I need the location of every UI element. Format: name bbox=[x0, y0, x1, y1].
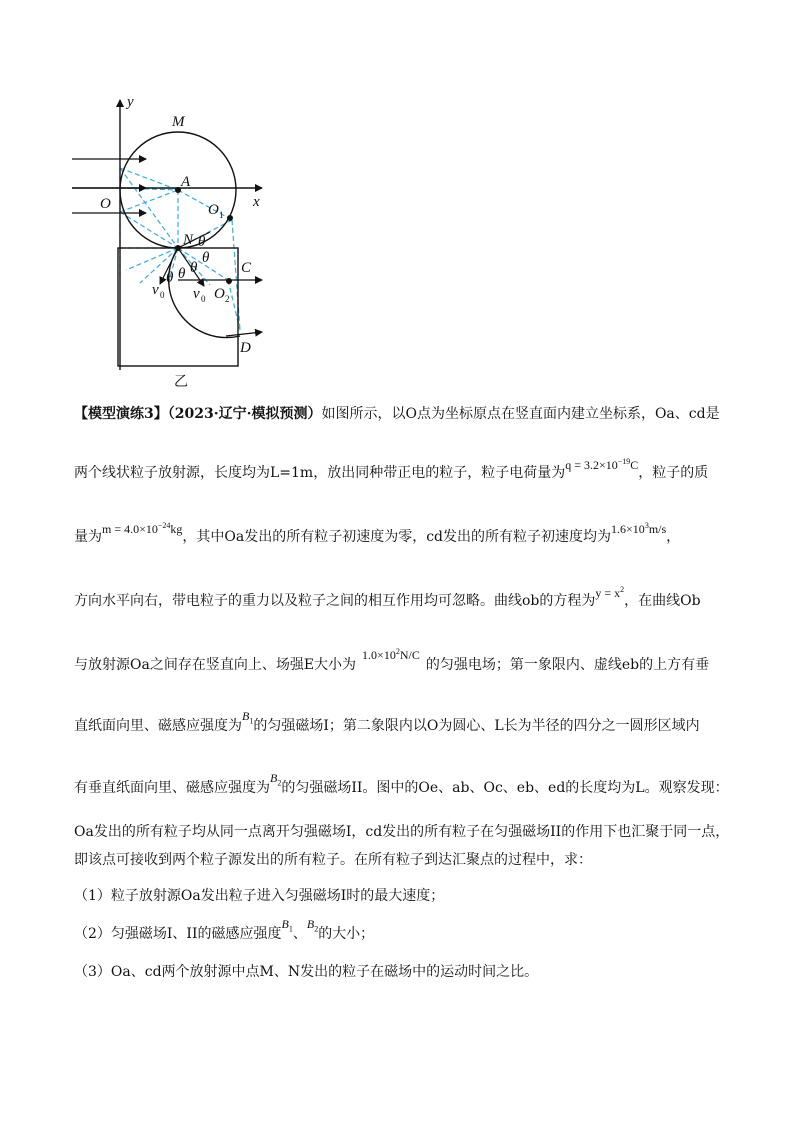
label-D: D bbox=[240, 340, 251, 356]
label-theta-1: θ bbox=[198, 234, 206, 250]
question-1 bbox=[74, 886, 444, 906]
arrow-to-D bbox=[226, 332, 262, 336]
question-2-separator: 、 bbox=[292, 926, 307, 942]
label-theta-2: θ bbox=[202, 250, 210, 266]
problem-line-8 bbox=[74, 822, 729, 842]
problem-line-7-head: 有垂直纸面向里、磁感应强度为 bbox=[74, 780, 270, 796]
problem-line-3-head: 量为 bbox=[74, 529, 102, 545]
label-C: C bbox=[241, 260, 252, 276]
problem-line-3 bbox=[74, 521, 681, 547]
problem-line-5-head: 与放射源Oa之间存在竖直向上、场强E大小为 bbox=[74, 657, 357, 673]
point-O1 bbox=[227, 215, 233, 221]
problem-line-2-tail: ，粒子的质 bbox=[638, 465, 709, 481]
problem-line-6 bbox=[74, 709, 700, 741]
question-1-text: （1）粒子放射源Oa发出粒子进入匀强磁场I时的最大速度； bbox=[74, 888, 445, 904]
label-O2: O bbox=[214, 286, 225, 302]
curve-equation: $y = x^2$ bbox=[595, 585, 625, 600]
problem-line-1 bbox=[74, 404, 720, 424]
label-theta-3: θ bbox=[190, 260, 198, 276]
question-3 bbox=[74, 962, 538, 982]
label-O1-sub: 1 bbox=[219, 210, 224, 220]
label-O1: O bbox=[208, 202, 219, 218]
problem-line-2 bbox=[74, 457, 709, 483]
label-v0-left-sub: 0 bbox=[160, 290, 165, 300]
label-v0-left: v bbox=[152, 282, 159, 298]
question-3-text: （3）Oa、cd两个放射源中点M、N发出的粒子在磁场中的运动时间之比。 bbox=[74, 964, 539, 980]
label-O2-sub: 2 bbox=[225, 294, 230, 304]
problem-line-4-head: 方向水平向右，带电粒子的重力以及粒子之间的相互作用均可忽略。曲线ob的方程为 bbox=[74, 593, 596, 609]
b1-symbol: $B_1$ bbox=[242, 709, 254, 726]
problem-source: （2023·辽宁·模拟预测） bbox=[167, 406, 322, 422]
label-theta-4: θ bbox=[178, 266, 186, 282]
label-O: O bbox=[100, 196, 111, 212]
charge-equation: $q = 3.2\times 10^{-19}C$ bbox=[565, 457, 639, 472]
problem-line-7-tail: 的匀强磁场II。图中的Oe、ab、Oc、eb、ed的长度均为L。观察发现： bbox=[281, 780, 729, 796]
problem-line-4 bbox=[74, 585, 701, 611]
problem-line-5 bbox=[74, 647, 710, 675]
figure-caption: 乙 bbox=[174, 374, 188, 390]
problem-line-5-tail: 的匀强电场；第一象限内、虚线eb的上方有垂 bbox=[425, 657, 710, 673]
label-M: M bbox=[172, 114, 185, 130]
question-2-head: （2）匀强磁场I、II的磁感应强度 bbox=[74, 926, 282, 942]
q2-b1-symbol: $B_1$ bbox=[281, 917, 293, 934]
q2-b2-symbol: $B_2$ bbox=[306, 917, 319, 934]
label-N: N bbox=[183, 232, 194, 248]
label-v0-right: v bbox=[193, 286, 200, 302]
problem-line-8-text: Oa发出的所有粒子均从同一点离开匀强磁场I，cd发出的所有粒子在匀强磁场II的作用下也汇聚于同一点， bbox=[74, 824, 730, 840]
problem-line-9 bbox=[74, 850, 592, 870]
question-2-tail: 的大小； bbox=[318, 926, 375, 942]
field-equation: $1.0\times 10^2N/C$ bbox=[362, 647, 420, 662]
b2-symbol: $B_2$ bbox=[270, 771, 282, 788]
point-N bbox=[175, 245, 181, 251]
velocity-equation: $1.6\times 10^3m/s$ bbox=[611, 521, 667, 536]
problem-line-2-text: 两个线状粒子放射源，长度均为L=1m，放出同种带正电的粒子，粒子电荷量为 bbox=[74, 465, 566, 481]
point-O2 bbox=[226, 278, 232, 284]
problem-line-1-text: 如图所示，以O点为坐标原点在竖直面内建立坐标系，Oa、cd是 bbox=[321, 406, 720, 422]
label-y: y bbox=[127, 94, 134, 110]
problem-line-4-tail: ，在曲线Ob bbox=[624, 593, 701, 609]
label-v0-right-sub: 0 bbox=[201, 294, 206, 304]
problem-line-9-text: 即该点可接收到两个粒子源发出的所有粒子。在所有粒子到达汇聚点的过程中，求： bbox=[74, 852, 592, 868]
problem-line-3-mid: ，其中Oa发出的所有粒子初速度为零，cd发出的所有粒子初速度均为 bbox=[182, 529, 612, 545]
physics-figure bbox=[0, 0, 800, 400]
problem-line-6-head: 直纸面向里、磁感应强度为 bbox=[74, 718, 242, 734]
mass-equation: $m = 4.0\times 10^{-24}kg$ bbox=[102, 521, 183, 536]
question-2 bbox=[74, 917, 375, 949]
problem-line-7 bbox=[74, 771, 729, 803]
label-A: A bbox=[181, 174, 191, 190]
problem-tag: 【模型演练3】 bbox=[74, 406, 168, 422]
label-theta-5: θ bbox=[166, 270, 174, 286]
problem-line-6-tail: 的匀强磁场I；第二象限内以O为圆心、L长为半径的四分之一圆形区域内 bbox=[253, 718, 700, 734]
problem-line-3-tail: ， bbox=[666, 529, 681, 545]
label-x: x bbox=[253, 194, 260, 210]
